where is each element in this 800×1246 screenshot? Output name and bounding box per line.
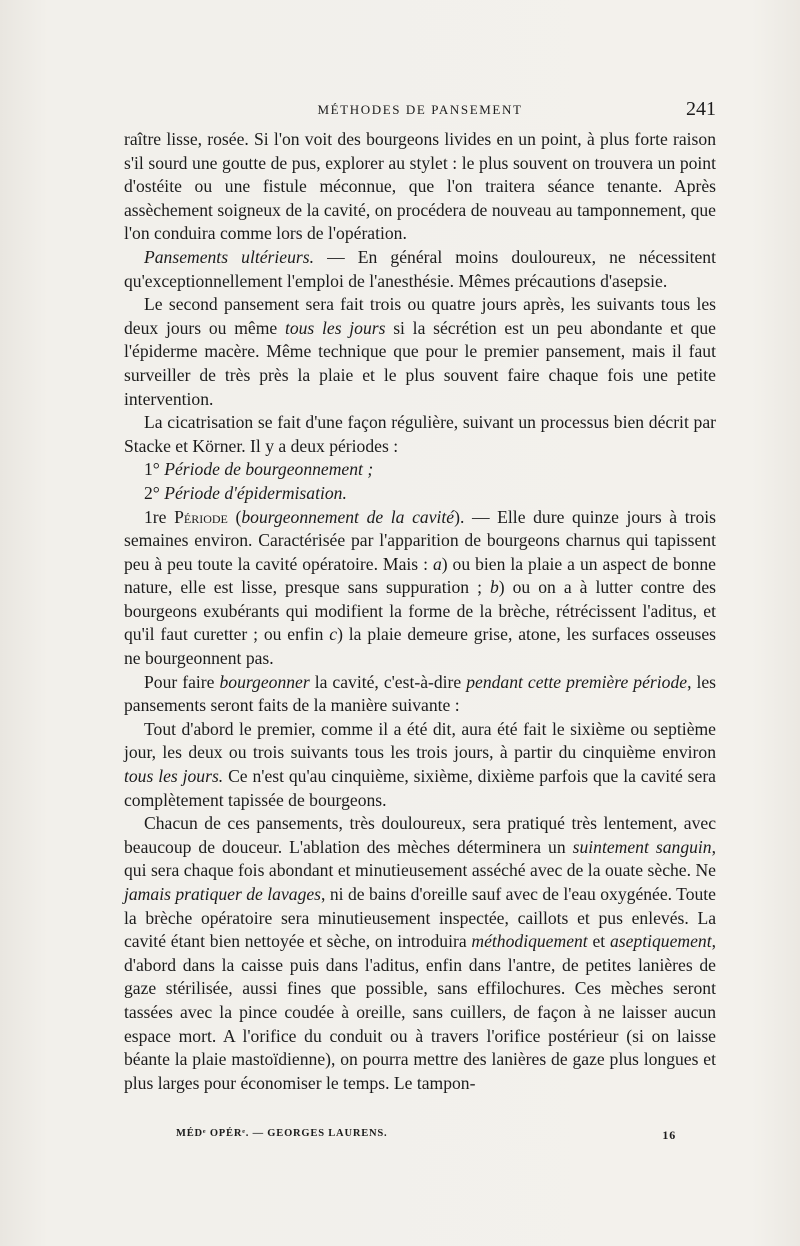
paragraph: Pansements ultérieurs. — En général moins douloureux, ne nécessitent qu'exceptionnellement l'emploi de l'anesthésie. Mêmes précautions d'asepsie. <box>124 246 716 291</box>
list-item: 1° Période de bourgeonnement ; <box>144 459 374 480</box>
paragraph: La cicatrisation se fait d'une façon régulière, suivant un processus bien décrit par Stacke et Körner. Il y a deux périodes : <box>124 412 716 456</box>
paragraph: raître lisse, rosée. Si l'on voit des bourgeons livides en un point, à plus forte raison s'il sourd une goutte de pus, explorer au stylet : le plus souvent on trouvera un point d'ostéite ou une fistule méconnue, que l'on traitera séance tenante. Après assèchement soigneux de la cavité, on procédera de nouveau au tamponnement, que l'on conduira comme lors de l'opération. <box>124 129 716 244</box>
page-footer <box>176 1128 676 1142</box>
imprint: MÉDᵉ OPÉRᵉ. — GEORGES LAURENS. <box>176 1128 388 1139</box>
paragraph: Pour faire bourgeonner la cavité, c'est-à-dire pendant cette première période, les pansements seront faits de la manière suivante : <box>124 671 717 716</box>
body-text <box>124 128 716 1095</box>
signature-mark: 16 <box>662 1128 676 1142</box>
paragraph: Tout d'abord le premier, comme il a été dit, aura été fait le sixième ou septième jour, les deux ou trois suivants tous les trois jours, à partir du cinquième environ tous les jours. Ce n'est qu'au cinquième, sixième, dixième parfois que la cavité sera complètement tapissée de bourgeons. <box>124 718 716 810</box>
running-title: MÉTHODES DE PANSEMENT <box>317 102 523 117</box>
page-number: 241 <box>686 98 716 120</box>
paragraph: Chacun de ces pansements, très douloureux, sera pratiqué très lentement, avec beaucoup de douceur. L'ablation des mèches déterminera un suintement sanguin, qui sera chaque fois abondant et minutieusement asséché avec de la ouate sèche. Ne jamais pratiquer de lavages, ni de bains d'oreille sauf avec de l'eau oxygénée. Toute la brèche opératoire sera minutieusement inspectée, caillots et pus enlevés. La cavité étant bien nettoyée et sèche, on introduira méthodiquement et aseptiquement, d'abord dans la caisse puis dans l'aditus, enfin dans l'antre, de petites lanières de gaze stérilisée, aussi fines que possible, sans effilochures. Ces mèches seront tassées avec la pince coudée à oreille, sans cuillers, de façon à ne laisser aucun espace mort. A l'orifice du conduit ou à travers l'orifice postérieur (si on laisse béante la plaie mastoïdienne), on pourra mettre des lanières de gaze plus longues et plus larges pour économiser le temps. Le tampon- <box>124 813 717 1093</box>
paragraph: Le second pansement sera fait trois ou quatre jours après, les suivants tous les deux jours ou même tous les jours si la sécrétion est un peu abondante et que l'épiderme macère. Même technique que pour le premier pansement, mais il faut surveiller de très près la plaie et le plus souvent faire chaque fois une petite intervention. <box>124 294 716 409</box>
paragraph: 1re Période (bourgeonnement de la cavité). — Elle dure quinze jours à trois semaines environ. Caractérisée par l'apparition de bourgeons charnus qui tapissent peu à peu toute la cavité opératoire. Mais : a) ou bien la plaie a un aspect de bonne nature, elle est lisse, presque sans suppuration ; b) ou on a à lutter contre des bourgeons exubérants qui modifient la forme de la brèche, rétrécissent l'aditus, et qu'il faut curetter ; ou enfin c) la plaie demeure grise, atone, les surfaces osseuses ne bourgeonnent pas. <box>124 506 717 669</box>
page-header <box>124 100 716 124</box>
list-item: 2° Période d'épidermisation. <box>144 482 347 503</box>
